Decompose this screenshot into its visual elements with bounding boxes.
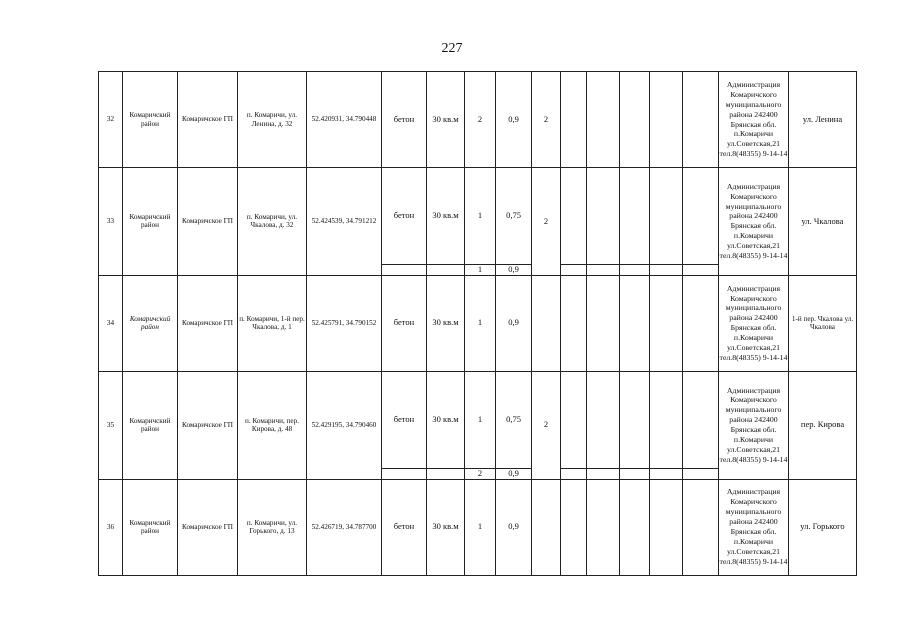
table-row: [99, 371, 857, 468]
empty-cell: [650, 275, 683, 371]
address-cell: п. Комаричи, ул. Ленина, д. 32: [238, 72, 307, 168]
empty-cell: [650, 468, 683, 479]
empty-cell: [683, 371, 719, 468]
container-volume-cell: 0,75: [496, 371, 532, 468]
area-cell: 30 кв.м: [427, 275, 465, 371]
empty-cell: [561, 468, 587, 479]
address-cell: п. Комаричи, ул. Горького, д. 13: [238, 479, 307, 575]
empty-cell: [587, 275, 620, 371]
area-cell: 30 кв.м: [427, 371, 465, 468]
container-volume-cell: 0,75: [496, 168, 532, 265]
material-cell: бетон: [382, 275, 427, 371]
coordinates-cell: 52.424539, 34.791212: [307, 168, 382, 276]
empty-cell: [620, 275, 650, 371]
container-count-cell: 1: [465, 371, 496, 468]
table-row: [99, 479, 857, 575]
container-count-cell: 2: [465, 72, 496, 168]
extra-container-volume-cell: 0,9: [496, 468, 532, 479]
empty-cell: [650, 168, 683, 265]
extra-container-volume-cell: 0,9: [496, 265, 532, 276]
empty-cell: [587, 265, 620, 276]
empty-cell: [587, 468, 620, 479]
empty-cell: [683, 275, 719, 371]
street-cell: ул. Ленина: [789, 72, 857, 168]
settlement-cell: Комаричское ГП: [178, 168, 238, 276]
address-cell: п. Комаричи, 1-й пер. Чкалова, д. 1: [238, 275, 307, 371]
owner-cell: Администрация Комаричского муниципального района 242400 Брянская обл. п.Комаричи ул.Советская,21 тел.8(48355) 9-14-14: [719, 371, 789, 479]
row-number: 34: [99, 275, 123, 371]
district-cell: Комаричский район: [123, 479, 178, 575]
settlement-cell: Комаричское ГП: [178, 479, 238, 575]
empty-cell: [683, 479, 719, 575]
street-cell: ул. Горького: [789, 479, 857, 575]
total-containers-cell: [532, 275, 561, 371]
area-cell: 30 кв.м: [427, 168, 465, 265]
coordinates-cell: 52.420931, 34.790448: [307, 72, 382, 168]
empty-cell: [683, 468, 719, 479]
page-number: 227: [441, 41, 463, 56]
empty-cell: [382, 468, 427, 479]
empty-cell: [561, 72, 587, 168]
table-row: [99, 72, 857, 168]
settlement-cell: Комаричское ГП: [178, 275, 238, 371]
empty-cell: [561, 371, 587, 468]
empty-cell: [620, 371, 650, 468]
empty-cell: [427, 468, 465, 479]
row-number: 32: [99, 72, 123, 168]
district-cell: Комаричский район: [123, 168, 178, 276]
empty-cell: [561, 265, 587, 276]
container-volume-cell: 0,9: [496, 72, 532, 168]
empty-cell: [650, 371, 683, 468]
empty-cell: [683, 168, 719, 265]
settlement-cell: Комаричское ГП: [178, 72, 238, 168]
extra-container-count-cell: 2: [465, 468, 496, 479]
total-containers-cell: 2: [532, 72, 561, 168]
coordinates-cell: 52.426719, 34.787700: [307, 479, 382, 575]
empty-cell: [427, 265, 465, 276]
area-cell: 30 кв.м: [427, 479, 465, 575]
total-containers-cell: 2: [532, 371, 561, 479]
empty-cell: [587, 168, 620, 265]
empty-cell: [587, 72, 620, 168]
empty-cell: [650, 265, 683, 276]
material-cell: бетон: [382, 168, 427, 265]
empty-cell: [620, 479, 650, 575]
container-count-cell: 1: [465, 168, 496, 265]
table-row: [99, 168, 857, 265]
container-sites-table: [98, 71, 857, 576]
empty-cell: [561, 479, 587, 575]
row-number: 35: [99, 371, 123, 479]
empty-cell: [620, 265, 650, 276]
total-containers-cell: [532, 479, 561, 575]
empty-cell: [683, 72, 719, 168]
district-cell: Комаричский район: [123, 275, 178, 371]
street-cell: ул. Чкалова: [789, 168, 857, 276]
empty-cell: [561, 168, 587, 265]
empty-cell: [683, 265, 719, 276]
empty-cell: [587, 479, 620, 575]
row-number: 33: [99, 168, 123, 276]
owner-cell: Администрация Комаричского муниципального района 242400 Брянская обл. п.Комаричи ул.Советская,21 тел.8(48355) 9-14-14: [719, 275, 789, 371]
empty-cell: [650, 72, 683, 168]
container-volume-cell: 0,9: [496, 275, 532, 371]
empty-cell: [650, 479, 683, 575]
table-row: [99, 275, 857, 371]
coordinates-cell: 52.425791, 34.790152: [307, 275, 382, 371]
owner-cell: Администрация Комаричского муниципального района 242400 Брянская обл. п.Комаричи ул.Советская,21 тел.8(48355) 9-14-14: [719, 479, 789, 575]
empty-cell: [587, 371, 620, 468]
material-cell: бетон: [382, 72, 427, 168]
area-cell: 30 кв.м: [427, 72, 465, 168]
container-volume-cell: 0,9: [496, 479, 532, 575]
material-cell: бетон: [382, 371, 427, 468]
address-cell: п. Комаричи, ул. Чкалова, д. 32: [238, 168, 307, 276]
settlement-cell: Комаричское ГП: [178, 371, 238, 479]
address-cell: п. Комаричи, пер. Кирова, д. 48: [238, 371, 307, 479]
empty-cell: [620, 72, 650, 168]
empty-cell: [561, 275, 587, 371]
owner-cell: Администрация Комаричского муниципального района 242400 Брянская обл. п.Комаричи ул.Советская,21 тел.8(48355) 9-14-14: [719, 72, 789, 168]
street-cell: 1-й пер. Чкалова ул. Чкалова: [789, 275, 857, 371]
container-count-cell: 1: [465, 479, 496, 575]
extra-container-count-cell: 1: [465, 265, 496, 276]
district-cell: Комаричский район: [123, 72, 178, 168]
row-number: 36: [99, 479, 123, 575]
district-cell: Комаричский район: [123, 371, 178, 479]
material-cell: бетон: [382, 479, 427, 575]
empty-cell: [620, 468, 650, 479]
empty-cell: [382, 265, 427, 276]
coordinates-cell: 52.429195, 34.790460: [307, 371, 382, 479]
container-count-cell: 1: [465, 275, 496, 371]
street-cell: пер. Кирова: [789, 371, 857, 479]
owner-cell: Администрация Комаричского муниципального района 242400 Брянская обл. п.Комаричи ул.Советская,21 тел.8(48355) 9-14-14: [719, 168, 789, 276]
total-containers-cell: 2: [532, 168, 561, 276]
empty-cell: [620, 168, 650, 265]
